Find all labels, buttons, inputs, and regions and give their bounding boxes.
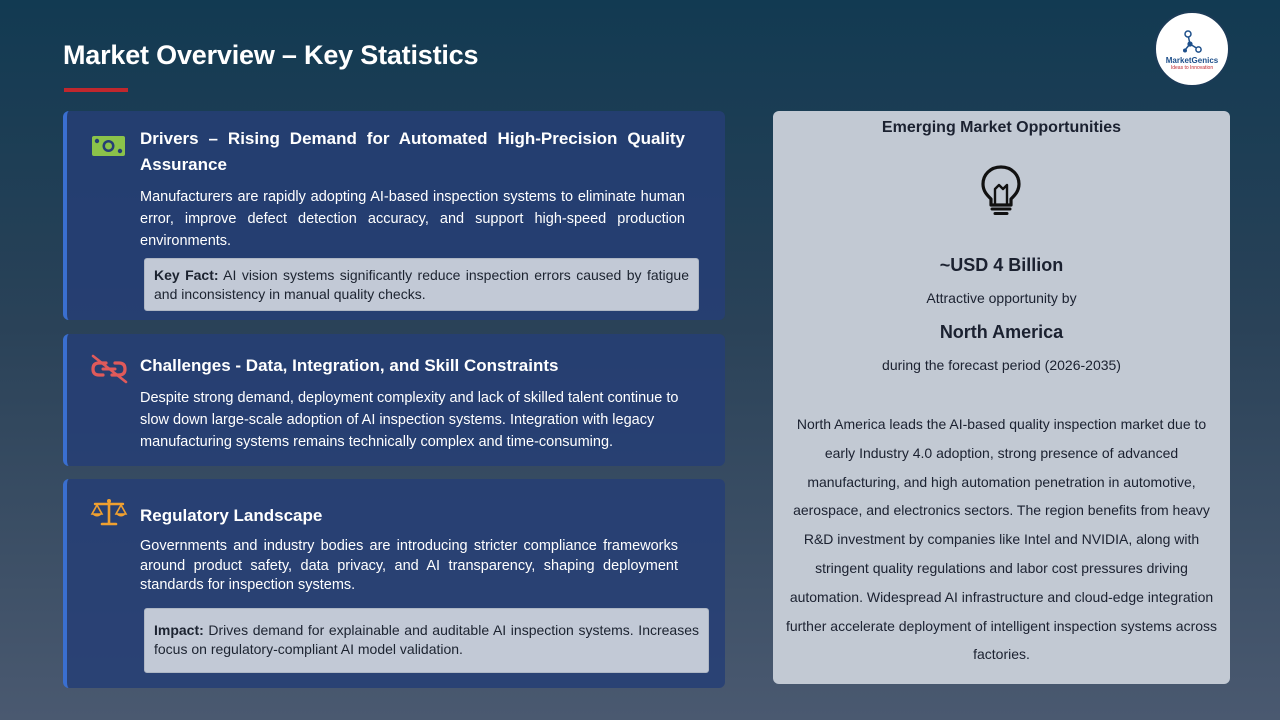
region-name: North America: [939, 322, 1064, 342]
regulatory-card: [63, 479, 725, 688]
impact-box: [144, 608, 709, 673]
logo-tagline: Ideas to Innovation: [1170, 65, 1214, 71]
scales-icon: [89, 497, 129, 527]
drivers-body: Manufacturers are rapidly adopting AI-based inspection systems to eliminate human error, improve defect detection accuracy, and support high-speed production environments.: [140, 189, 685, 249]
drivers-card: [63, 111, 725, 320]
challenges-body: Despite strong demand, deployment complexity and lack of skilled talent continue to slow down large-scale adoption of AI inspection systems. Integration with legacy manufacturing systems remains technically complex and time-consuming.: [140, 390, 679, 450]
logo-name: MarketGenics: [1165, 56, 1219, 65]
key-fact-label: Key Fact:: [154, 267, 219, 283]
money-icon: [89, 131, 129, 161]
market-value: ~USD 4 Billion: [939, 255, 1064, 275]
lightbulb-icon: [977, 163, 1025, 217]
impact-text: Drives demand for explainable and auditable AI inspection systems. Increases focus on regulatory-compliant AI model validation.: [154, 622, 699, 657]
opportunities-title: Emerging Market Opportunities: [881, 119, 1122, 136]
drivers-title: Drivers – Rising Demand for Automated High-Precision Quality Assurance: [140, 129, 685, 174]
network-logo-icon: [1179, 29, 1205, 55]
region-description: North America leads the AI-based quality inspection market due to early Industry 4.0 adoption, strong presence of advanced manufacturing, and high automation penetration in automotive, aerospace, and electronics sectors. The region benefits from heavy R&D investment by companies like Intel and NVIDIA, along with stringent quality regulations and labor cost pressures driving automation. Widespread AI infrastructure and cloud-edge integration further accelerate deployment of intelligent inspection systems across factories.: [785, 416, 1218, 663]
regulatory-body: Governments and industry bodies are introducing stricter compliance frameworks around product safety, data privacy, and AI transparency, shaping deployment standards for inspection systems.: [140, 538, 678, 593]
challenges-title: Challenges - Data, Integration, and Skill Constraints: [140, 356, 559, 375]
key-fact-box: [144, 258, 699, 311]
broken-link-icon: [89, 354, 129, 384]
challenges-card: [63, 334, 725, 466]
page-title: Market Overview – Key Statistics: [63, 40, 479, 70]
forecast-period: during the forecast period (2026-2035): [882, 357, 1121, 373]
emerging-opportunities-panel: [773, 111, 1230, 684]
opportunity-by-text: Attractive opportunity by: [926, 290, 1077, 306]
company-logo: [1154, 11, 1230, 87]
key-fact-text: AI vision systems significantly reduce inspection errors caused by fatigue and inconsistency in manual quality checks.: [154, 267, 689, 302]
impact-label: Impact:: [154, 622, 204, 638]
regulatory-title: Regulatory Landscape: [140, 506, 323, 525]
title-underline: [64, 88, 128, 92]
